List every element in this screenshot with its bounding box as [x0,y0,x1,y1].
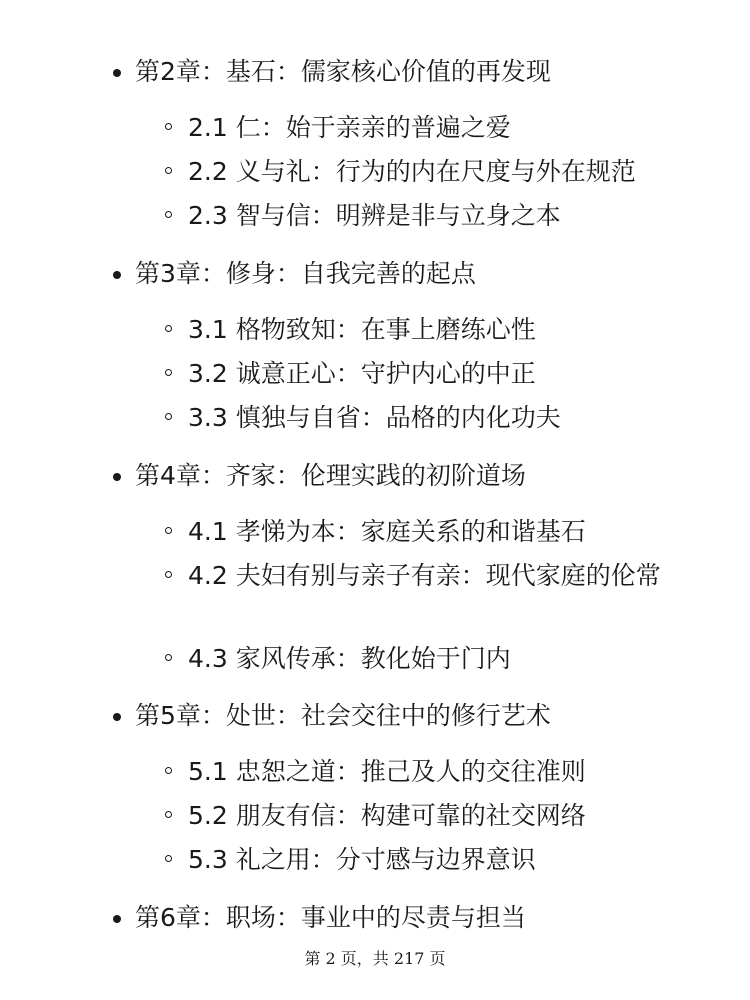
section-5-1: 5.1 忠恕之道：推己及人的交往准则 [188,755,668,789]
chapter-5-title: 第5章：处世：社会交往中的修行艺术 [135,701,715,731]
chapter-3-title: 第3章：修身：自我完善的起点 [135,259,715,289]
section-2-2: 2.2 义与礼：行为的内在尺度与外在规范 [188,155,668,189]
section-4-2: 4.2 夫妇有别与亲子有亲：现代家庭的伦常 [188,559,668,593]
page-number: 第 2 页，共 217 页 [304,949,446,968]
chapter-4-title: 第4章：齐家：伦理实践的初阶道场 [135,461,715,491]
section-3-3: 3.3 慎独与自省：品格的内化功夫 [188,401,668,435]
section-5-2: 5.2 朋友有信：构建可靠的社交网络 [188,799,668,833]
section-4-3: 4.3 家风传承：教化始于门内 [188,642,668,676]
section-5-3: 5.3 礼之用：分寸感与边界意识 [188,843,668,877]
section-3-1: 3.1 格物致知：在事上磨练心性 [188,313,668,347]
chapter-2-title: 第2章：基石：儒家核心价值的再发现 [135,57,715,87]
section-3-2: 3.2 诚意正心：守护内心的中正 [188,357,668,391]
section-2-1: 2.1 仁：始于亲亲的普遍之爱 [188,111,668,145]
chapter-6-title: 第6章：职场：事业中的尽责与担当 [135,903,715,933]
section-4-1: 4.1 孝悌为本：家庭关系的和谐基石 [188,515,668,549]
section-2-3: 2.3 智与信：明辨是非与立身之本 [188,199,668,233]
